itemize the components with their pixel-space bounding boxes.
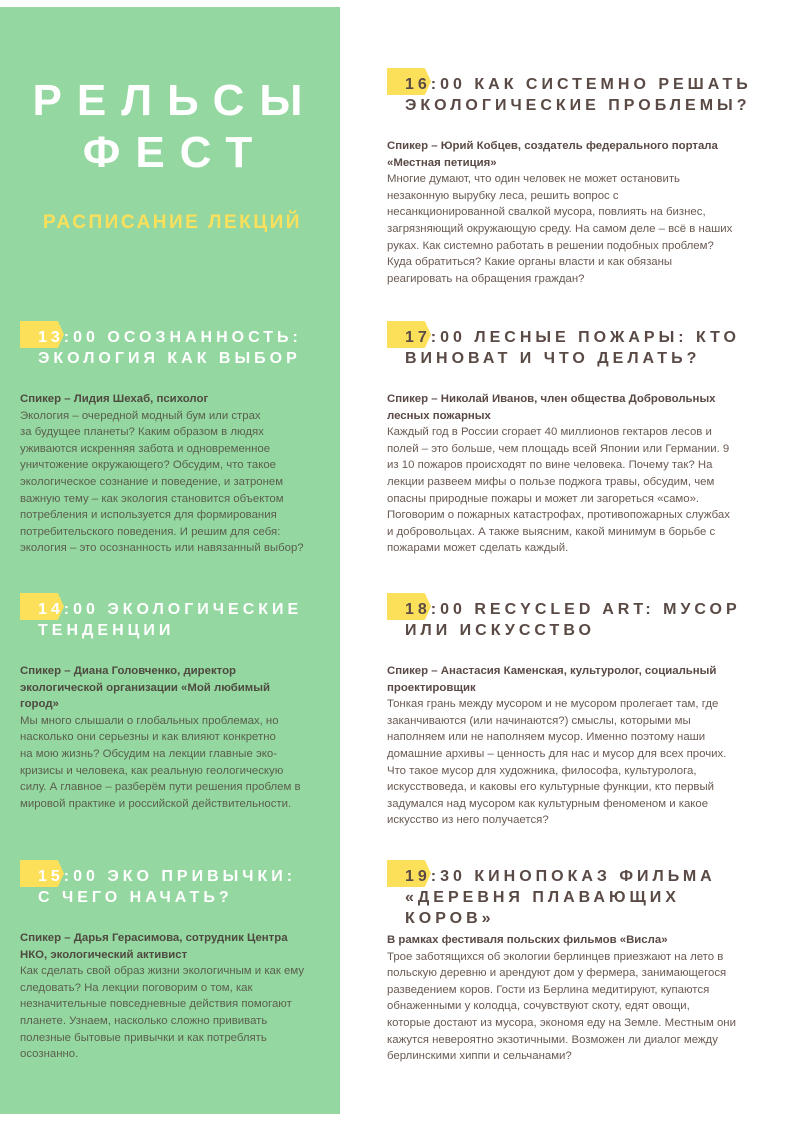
lecture-description (387, 391, 759, 557)
description-line: следовать? На лекции поговорим о том, как (20, 981, 253, 994)
title-line (38, 887, 392, 908)
description-line: польскую деревню и арендуют дом у фермера, занимающегося (387, 967, 727, 980)
description-line: насколько они серьезны и как влияют конкретно (20, 731, 276, 744)
title-text: «ДЕРЕВНЯ ПЛАВАЮЩИХ (405, 889, 680, 906)
title-text: КОРОВ» (405, 910, 495, 927)
lecture-title (387, 74, 759, 116)
time-hour: 18 (405, 601, 431, 618)
description-line: уничтожение окружающего? Обсудим, что такое (20, 459, 277, 472)
description-line: берлинскими хиппи и сельчанами? (387, 1050, 572, 1063)
description-line: реагировать на обращения граждан? (387, 272, 585, 285)
fest-title-line2: ФЕСТ (82, 128, 268, 177)
lecture-title (387, 866, 759, 929)
schedule-subtitle: РАСПИСАНИЕ ЛЕКЦИЙ (43, 212, 302, 233)
lecture-description (387, 932, 759, 1065)
description-line: мировой практике и российской действительности. (20, 797, 292, 810)
lecture-description (20, 663, 392, 812)
title-text: ЭКОЛОГИЧЕСКИЕ (98, 601, 303, 618)
title-text: ЭКОЛОГИЯ КАК ВЫБОР (38, 350, 301, 367)
description-line: полезные бытовые привычки и как потреблять (20, 1031, 267, 1044)
title-line (38, 866, 392, 887)
description-line: кризисы и человека, как реальную геологическую (20, 764, 284, 777)
speaker-line: город» (20, 698, 59, 711)
lecture-title (20, 866, 392, 908)
lecture-description (20, 391, 392, 557)
title-line (38, 348, 392, 369)
speaker-line: Спикер – Диана Головченко, директор (20, 665, 237, 677)
description-line: Многие думают, что один человек не может остановить (387, 173, 680, 186)
description-line: незаконную вырубку леса, решить вопрос с (387, 189, 619, 202)
time-hour: 16 (405, 76, 431, 93)
title-line (38, 620, 392, 641)
description-line: силу. А главное – разберём пути решения проблем в (20, 781, 301, 794)
lecture-title (387, 327, 759, 369)
description-line: искусство из него получается? (387, 814, 549, 827)
time-hour: 15 (38, 868, 64, 885)
description-line: незначительные повседневные действия помогают (20, 998, 292, 1011)
description-line: заканчиваются (или начинаются?) смыслы, которыми мы (387, 714, 691, 727)
description-line: пожарами может сделать каждый. (387, 542, 569, 555)
description-line: кажутся невероятно экзотичными. Возможен ли диалог между (387, 1033, 718, 1046)
title-line (405, 908, 759, 929)
title-line (405, 348, 759, 369)
speaker-line: Спикер – Анастасия Каменская, культуролог, социальный (387, 665, 717, 677)
title-text: ЭКОЛОГИЧЕСКИЕ ПРОБЛЕМЫ? (405, 97, 751, 114)
description-line: наполняем или не наполняем мусор. Именно поэтому наши (387, 731, 706, 744)
time-minutes: :00 (63, 868, 99, 885)
description-line: которые достают из мусора, экономя еду на Земле. Местным они (387, 1016, 736, 1029)
description-line: экологическое сознание и поведение, и затронем (20, 475, 284, 488)
time-hour: 14 (38, 601, 64, 618)
title-text: ТЕНДЕНЦИИ (38, 622, 175, 639)
speaker-line: Спикер – Николай Иванов, член общества Добровольных (387, 393, 716, 405)
time-hour: 19 (405, 868, 431, 885)
title-line (405, 866, 759, 887)
title-text: ЭКО ПРИВЫЧКИ: (98, 868, 297, 885)
title-line (405, 74, 759, 95)
description-line: лекции развеем мифы о пользе поджога травы, обсудим, чем (387, 475, 715, 488)
description-line: задумался над мусором как культурным феноменом и какое (387, 797, 709, 810)
time-minutes: :00 (430, 329, 466, 346)
lecture-section (387, 599, 759, 829)
time-minutes: :00 (63, 329, 99, 346)
description-line: осознанно. (20, 1048, 79, 1061)
lecture-description (20, 930, 392, 1063)
description-line: обнаженными у колодца, сочувствуют скоту, едят овощи, (387, 1000, 690, 1013)
description-line: планете. Узнаем, насколько сложно прививать (20, 1014, 268, 1027)
description-line: домашние архивы – ценность для нас и мусор для всех прочих. (387, 747, 727, 760)
description-line: Каждый год в России сгорает 40 миллионов гектаров лесов и (387, 426, 712, 439)
description-line: искусствоведа, и каковы его культурные функции, кто первый (387, 781, 715, 794)
title-text: ОСОЗНАННОСТЬ: (98, 329, 302, 346)
speaker-line: проектировщик (387, 681, 476, 694)
title-text: RECYCLED ART: МУСОР (465, 601, 741, 618)
time-minutes: :30 (430, 868, 466, 885)
description-line: на мою жизнь? Обсудим на лекции главные эко- (20, 747, 278, 760)
description-line: и добровольцах. А также выясним, какой минимум в борьбе с (387, 525, 716, 538)
lecture-description (387, 663, 759, 829)
description-line: руках. Как системно работать в решении подобных проблем? (387, 239, 714, 252)
description-line: важную тему – как экология становится объектом (20, 492, 284, 505)
title-line (38, 327, 392, 348)
title-text: ВИНОВАТ И ЧТО ДЕЛАТЬ? (405, 350, 701, 367)
speaker-line: «Местная петиция» (387, 156, 497, 169)
description-line: потребительского поведения. И решим для себя: (20, 525, 281, 538)
description-line: Поговорим о пожарных катастрофах, противопожарных службах (387, 509, 730, 522)
title-line (405, 95, 759, 116)
title-text: КИНОПОКАЗ ФИЛЬМА (465, 868, 716, 885)
description-line: уживаются искренняя забота и одновременное (20, 442, 271, 455)
lecture-section (20, 599, 392, 812)
lecture-title (20, 599, 392, 641)
description-line: из 10 пожаров происходят по вине человека. Почему так? На (387, 459, 713, 472)
speaker-line: Спикер – Дарья Герасимова, сотрудник Центра (20, 932, 288, 944)
description-line: Что такое мусор для художника, философа, культуролога, (387, 764, 697, 777)
description-line: Мы много слышали о глобальных проблемах, но (20, 714, 279, 727)
description-line: разведением коров. Гости из Берлина медитируют, купаются (387, 983, 710, 996)
speaker-line: Спикер – Юрий Кобцев, создатель федерального портала (387, 140, 718, 152)
lecture-section (387, 74, 759, 287)
title-line (405, 887, 759, 908)
description-line: за будущее планеты? Каким образом в людях (20, 426, 264, 439)
title-line (38, 599, 392, 620)
description-line: потребления и используется для формирования (20, 509, 277, 522)
title-line (405, 620, 759, 641)
time-minutes: :00 (63, 601, 99, 618)
description-line: Как сделать свой образ жизни экологичным и как ему (20, 965, 305, 978)
description-line: полей – это больше, чем площадь всей Японии или Германии. 9 (387, 442, 730, 455)
lecture-title (387, 599, 759, 641)
lecture-section (20, 866, 392, 1063)
title-text: ИЛИ ИСКУССТВО (405, 622, 595, 639)
title-text: КАК СИСТЕМНО РЕШАТЬ (465, 76, 752, 93)
lecture-title (20, 327, 392, 369)
fest-title (0, 75, 350, 179)
lecture-section (20, 327, 392, 557)
lecture-section (387, 327, 759, 557)
lecture-description (387, 138, 759, 287)
time-hour: 17 (405, 329, 431, 346)
speaker-line: экологической организации «Мой любимый (20, 681, 270, 694)
title-text: ЛЕСНЫЕ ПОЖАРЫ: КТО (465, 329, 740, 346)
speaker-line: НКО, экологический активист (20, 948, 188, 961)
description-line: Тонкая грань между мусором и не мусором пролегает там, где (387, 698, 719, 711)
title-text: С ЧЕГО НАЧАТЬ? (38, 889, 233, 906)
title-line (405, 327, 759, 348)
description-line: Экология – очередной модный бум или страх (20, 409, 261, 422)
time-minutes: :00 (430, 601, 466, 618)
time-hour: 13 (38, 329, 64, 346)
description-line: загрязняющий окружающую среду. На самом деле – всё в наших (387, 222, 733, 235)
fest-title-line1: РЕЛЬСЫ (32, 76, 318, 125)
description-line: Трое заботящихся об экологии берлинцев приезжают на лето в (387, 950, 724, 963)
title-line (405, 599, 759, 620)
speaker-line: лесных пожарных (387, 409, 491, 422)
description-line: несанкционированной свалкой мусора, повлиять на бизнес, (387, 206, 706, 219)
description-line: экология – это осознанность или навязанный выбор? (20, 542, 304, 555)
speaker-line: В рамках фестиваля польских фильмов «Висла» (387, 934, 668, 946)
description-line: Куда обратиться? Какие органы власти и как обязаны (387, 256, 673, 269)
description-line: опасны природные пожары и может ли загореться «само». (387, 492, 700, 505)
time-minutes: :00 (430, 76, 466, 93)
speaker-line: Спикер – Лидия Шехаб, психолог (20, 393, 209, 405)
lecture-section (387, 866, 759, 1065)
